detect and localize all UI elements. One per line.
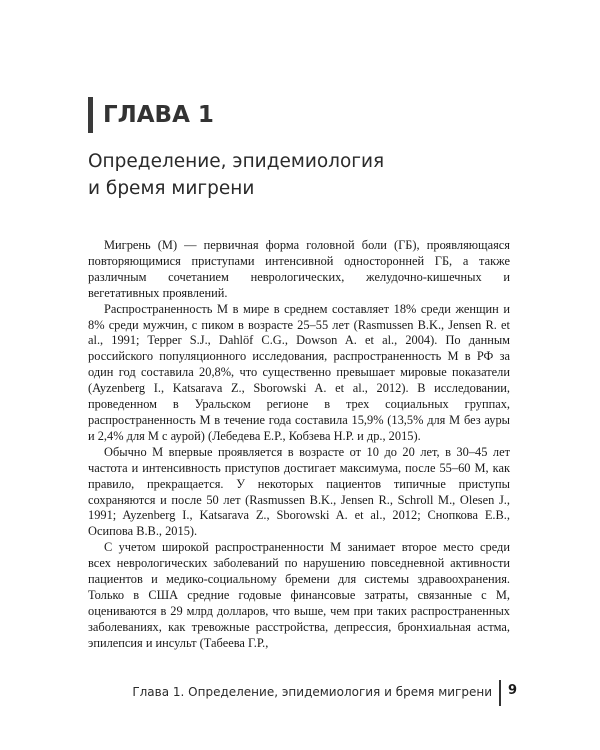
- chapter-label: ГЛАВА 1: [103, 102, 214, 128]
- page-footer: [0, 680, 600, 708]
- footer-divider: [499, 680, 501, 706]
- chapter-subtitle: [88, 148, 528, 202]
- body-text: [88, 238, 510, 652]
- chapter-bar-decoration: [88, 97, 93, 133]
- paragraph-prevalence: Распространенность М в мире в среднем составляет 18% среди женщин и 8% среди мужчин, с пиком в возрасте 25–55 лет (Rasmussen B.K., Jensen R. et al., 1991; Tepper S.J., Dahlöf C.G., Dowson A. et al., 2004). По данным российского популяционного исследования, распространенность М в РФ за один год составила 20,8%, что существенно превышает мировые показатели (Ayzenberg I., Katsarava Z., Sborowski A. et al., 2012). В исследовании, проведенном в Уральском регионе в трех социальных группах, распространенность М в течение года составила 15,9% (13,5% для М без ауры и 2,4% для М с аурой) (Лебедева Е.Р., Кобзева Н.Р. и др., 2015).: [88, 301, 510, 443]
- chapter-subtitle-line-2: и бремя мигрени: [88, 178, 255, 199]
- running-title: Глава 1. Определение, эпидемиология и бремя мигрени: [132, 685, 492, 699]
- paragraph-burden: С учетом широкой распространенности М занимает второе место среди всех неврологических заболеваний по нарушению повседневной активности пациентов и медико-социальному бремени для системы здравоохранения. Только в США средние годовые финансовые затраты, связанные с М, оцениваются в 29 млрд долларов, что выше, чем при таких распространенных заболеваниях, как тревожные расстройства, депрессия, бронхиальная астма, эпилепсия и инсульт (Табеева Г.Р.,: [88, 540, 510, 650]
- chapter-heading: [88, 96, 214, 134]
- page-number: 9: [508, 683, 518, 698]
- paragraph-onset-age: Обычно М впервые проявляется в возрасте от 10 до 20 лет, в 30–45 лет частота и интенсивность приступов достигает максимума, после 55–60 М, как правило, прекращается. У некоторых пациентов типичные приступы сохраняются и после 50 лет (Rasmussen B.K., Jensen R., Schroll M., Olesen J., 1991; Ayzenberg I., Katsarava Z., Sborowski A. et al., 2012; Снопкова Е.В., Осипова В.В., 2015).: [88, 444, 510, 539]
- paragraph-definition: Мигрень (М) — первичная форма головной боли (ГБ), проявляющаяся повторяющимися приступами интенсивной односторонней ГБ, а также различным сочетанием неврологических, желудочно-кишечных и вегетативных проявлений.: [88, 238, 510, 300]
- chapter-subtitle-line-1: Определение, эпидемиология: [88, 151, 385, 172]
